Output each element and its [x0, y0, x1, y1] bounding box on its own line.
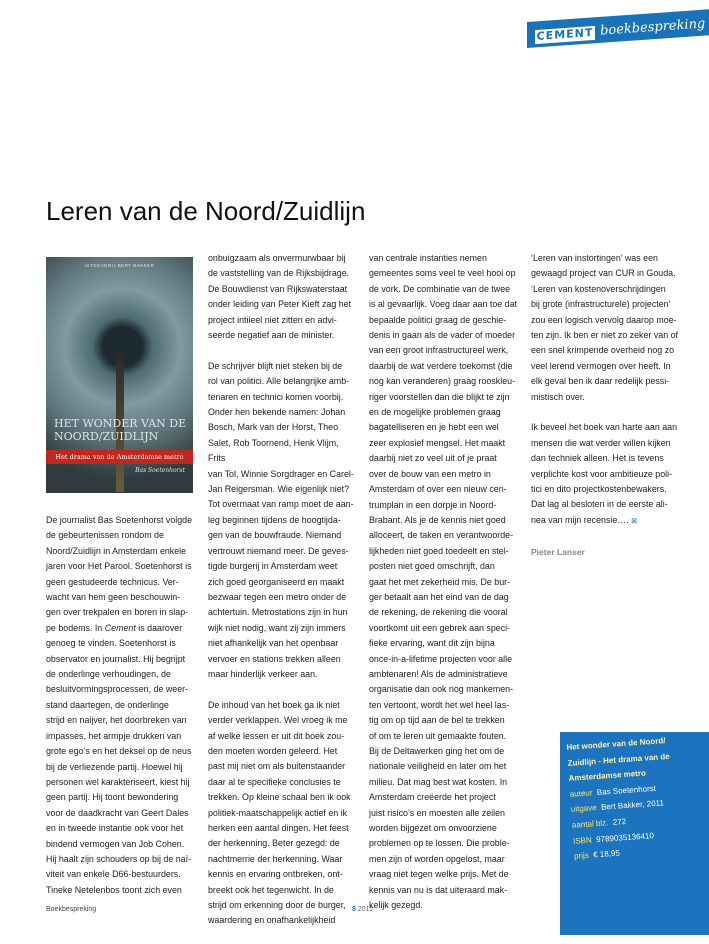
- text-line: mensen die wat verder willen kijken: [531, 437, 671, 448]
- text-line: ‘Leren van kostenoverschrijdingen: [531, 283, 666, 294]
- text-line: organisatie dan ook nog mankemen-: [369, 684, 514, 695]
- text-line: verplichte kost voor ambitieuze poli-: [531, 468, 673, 479]
- text-line: milieu. Dat mag best wat kosten. In: [369, 776, 508, 787]
- text-line: [531, 513, 683, 529]
- info-label: ISBN: [572, 835, 592, 846]
- issue-number: 2011: [355, 906, 373, 913]
- text-line: onbuigzaam als onvermurwbaar bij: [208, 253, 346, 263]
- text-line: dan techniek alleen. Het is tevens: [531, 453, 664, 464]
- text-line: kennis van nu is dat uiteraard mak-: [369, 884, 508, 895]
- paragraph: [531, 251, 683, 405]
- paragraph: [208, 251, 358, 343]
- text-line: De schrijver blijft niet steken bij de: [208, 360, 343, 371]
- text-line: daarbij niet zo veel uit of je praat: [369, 453, 497, 464]
- text-line: bagatelliseren en je hebt een wel: [369, 422, 499, 433]
- text-line: project intiieel niet zitten en advi-: [208, 314, 337, 325]
- cover-title-line: HET WONDER VAN DE: [54, 417, 187, 430]
- text-line: wijk niet nodig, want zij zijn immers: [208, 622, 346, 633]
- text-line: de vaststelling van de Rijksbijdrage.: [208, 268, 350, 279]
- text-line: Tot overmaat van ramp moet de aan-: [208, 499, 354, 510]
- info-book-title: Het wonder van de Noord/: [566, 736, 666, 752]
- text-line: zou een logisch vervolg daarop moe-: [531, 314, 677, 325]
- text-line: is al gevaarlijk. Voeg daar aan toe dat: [369, 299, 518, 310]
- magazine-name: Cement: [104, 622, 136, 633]
- text-line: maar hinderlijk verkeer aan.: [208, 668, 318, 679]
- text-line: fieke ervaring, want dit zijn bijna: [369, 638, 495, 649]
- text-line: over de bouw van een metro in: [369, 468, 491, 479]
- info-book-title: Zuidlijn - Het drama van de: [567, 751, 670, 768]
- footer-page-number: [352, 906, 373, 913]
- article-title: Leren van de Noord/Zuidlijn: [46, 196, 366, 226]
- text-line: wacht van hem geen beschouwin-: [46, 592, 181, 603]
- text-line: impasses, het armpje drukken van: [46, 730, 182, 741]
- info-value: 9789035136410: [595, 830, 655, 844]
- text-line: problemen op te lossen. Die proble-: [369, 838, 510, 849]
- text-line: riger voorstellen dan die blijkt te zijn: [369, 391, 510, 402]
- text-line: De journalist Bas Soetenhorst volgde: [46, 515, 193, 525]
- cover-title-line: NOORD/ZUIDLIJN: [54, 430, 159, 443]
- text-line: gewaagd project van CUR in Gouda.: [531, 268, 676, 279]
- text-line: rol van politici. Alle belangrijke amb-: [208, 376, 350, 387]
- text-line: bij de verliezende partij. Hoewel hij: [46, 761, 183, 772]
- text-line: verder verklappen. Wel vroeg ik me: [208, 715, 348, 726]
- text-line: van een groot infrastructureel werk,: [369, 345, 509, 356]
- text-line: elk geval ben ik daar redelijk pessi-: [531, 376, 670, 387]
- text-line: de gebeurtenissen rondom de: [46, 530, 164, 541]
- text-line: zeer explosief mengsel. Het maakt: [369, 437, 506, 448]
- text-line: De Bouwdienst van Rijkswaterstaat: [208, 283, 348, 294]
- text-line: zich goed georganiseerd en maakt: [208, 576, 345, 587]
- text-line: viteit van enkele D66-bestuurders.: [46, 869, 181, 880]
- text-line: of om te leren uit gemaakte fouten.: [369, 730, 507, 741]
- text-line: leg beginnen tijdens de hoogtijda-: [208, 514, 341, 525]
- text-span: nea van mijn recensie….: [531, 514, 629, 525]
- text-line: breekt ook het tegenwicht. In de: [208, 884, 334, 895]
- cover-title: [54, 417, 186, 443]
- text-line: Jan Reigersman. Wie eigenlijk niet?: [208, 484, 350, 495]
- info-label: uitgave: [570, 803, 597, 815]
- text-line: vraag niet tegen welke prijs. Met de: [369, 869, 509, 880]
- text-line: ten zijn. Ik ben er niet zo zeker van of: [531, 330, 679, 341]
- text-line: nog kan veranderen) graag rooskleu-: [369, 376, 516, 387]
- text-line: trumplan in een dorpje in Noord-: [369, 499, 497, 510]
- text-line: de onderlinge verhoudingen, de: [46, 669, 171, 680]
- text-line: alloceert, de taken en verantwoorde-: [369, 530, 514, 541]
- info-value: 272: [612, 816, 627, 827]
- text-line: daarbij de wat verdere toekomst (die: [369, 360, 513, 371]
- paragraph: [208, 359, 358, 683]
- text-line: tig om op tijd aan de bel te trekken: [369, 715, 505, 726]
- cover-publisher: UITGEVERIJ BERT BAKKER: [84, 263, 155, 268]
- text-line: jaren voor Het Parool. Soetenhorst is: [46, 561, 192, 572]
- text-line: niet afhankelijk van het openbaar: [208, 638, 339, 649]
- text-line: achtertuin. Metrostations zijn in hun: [208, 607, 348, 618]
- text-line: voortkomt uit een gebrek aan speci-: [369, 622, 511, 633]
- text-line: ten vertoont, wordt het wel heel las-: [369, 699, 510, 710]
- text-line: nachtmerrie der herkenning. Waar: [208, 853, 343, 864]
- text-line: voor de daadkracht van Geert Dales: [46, 807, 189, 818]
- text-line: trekken. Op kleine schaal ben ik ook: [208, 792, 351, 803]
- info-value: Bert Bakker, 2011: [600, 798, 665, 813]
- text-line: kennis en ervaring ontbreken, ont-: [208, 869, 343, 880]
- text-line: genoeg te vinden. Soetenhorst is: [46, 638, 176, 649]
- text-line: grote ego’s en het deksel op de neus: [46, 746, 192, 757]
- info-book-title: Amsterdamse metro: [568, 768, 647, 784]
- text-line: geen partij. Hij toont bewondering: [46, 792, 179, 803]
- cover-subtitle: Het drama van de Amsterdamse metro: [46, 450, 193, 464]
- text-line: gen over trekpalen en boren in slap-: [46, 607, 189, 618]
- text-line: de vork. De combinatie van de twee: [369, 283, 511, 294]
- footer-section: Boekbespreking: [46, 906, 97, 913]
- text-line: van centrale instanties nemen: [369, 253, 487, 263]
- column-2: [208, 251, 358, 944]
- text-line: veel lerend vermogen over heeft. In: [531, 360, 671, 371]
- text-line: strijd en naijver, het doorbreken van: [46, 715, 187, 726]
- text-line: de rekening, de rekening die vooral: [369, 607, 508, 618]
- text-line: onder leiding van Peter Kieft zag het: [208, 299, 352, 310]
- text-line: waardering en onafhankelijkheid: [208, 915, 336, 926]
- end-mark-icon: ⊠: [631, 517, 638, 525]
- text-line: den moeten worden geleerd. Het: [208, 745, 338, 756]
- text-line: bezwaar tegen een metro onder de: [208, 591, 347, 602]
- column-3: [369, 251, 520, 913]
- text-line: Onder hen bekende namen: Johan: [208, 407, 346, 418]
- column-1: [46, 513, 198, 898]
- paragraph: [208, 698, 358, 929]
- text-line: men zijn of worden opgelost, maar: [369, 853, 505, 864]
- cement-logo: CEMENT: [536, 26, 594, 43]
- text-line: politiek-maatschappelijk actief en ik: [208, 807, 348, 818]
- column-4: [531, 251, 683, 560]
- page-number: 8: [352, 906, 356, 913]
- text-line: een snel krimpende overheid nog zo: [531, 345, 675, 356]
- text-line: Noord/Zuidlijn in Amsterdam enkele: [46, 545, 187, 556]
- text-span: pe bodems. In: [46, 622, 105, 633]
- text-line: once-in-a-lifetime projecten voor alle: [369, 653, 513, 664]
- text-line: vervoer en stations trekken alleen: [208, 653, 341, 664]
- text-line: [46, 621, 198, 636]
- text-line: observator en journalist. Hij begrijpt: [46, 653, 186, 664]
- text-line: seerde negatief aan de minister.: [208, 330, 335, 341]
- info-label: auteur: [569, 788, 593, 799]
- text-line: en de mogelijke problemen graag: [369, 407, 501, 418]
- text-line: personen wel karakteriseert, kiest hij: [46, 776, 190, 787]
- text-line: juist risico’s en moesten alle zeilen: [369, 807, 505, 818]
- text-line: Bij de Deltawerken ging het om de: [369, 746, 505, 756]
- text-line: tigde burgerij in Amsterdam weet: [208, 561, 338, 572]
- text-line: van Tol, Winnie Sorgdrager en Carel-: [208, 468, 354, 479]
- text-line: Hij haalt zijn schouders op bij de naï-: [46, 853, 192, 864]
- text-line: vertrouwt niemand meer. De geves-: [208, 545, 349, 556]
- text-line: en in tweede instantie ook voor het: [46, 823, 184, 834]
- text-line: tici en dito projectkostenbewakers.: [531, 484, 667, 495]
- book-info-content: [566, 730, 709, 864]
- text-line: besluitvormingsprocessen, de weer-: [46, 684, 189, 695]
- text-line: mistisch over.: [531, 391, 585, 402]
- text-line: ger betaalt aan het eind van de dag: [369, 591, 509, 602]
- text-line: herken een aantal dingen. Het feest: [208, 823, 349, 833]
- text-span: is daarover: [135, 622, 183, 633]
- info-value: Bas Soetenhorst: [596, 783, 657, 797]
- text-line: denis in gaan als de vader of moeder: [369, 330, 516, 341]
- text-line: tenaren en technici komen voorbij.: [208, 391, 344, 402]
- text-line: geen gestudeerde technicus. Ver-: [46, 576, 179, 587]
- text-line: Amsterdam of over een nieuw cen-: [369, 484, 507, 495]
- cover-author: Bas Soetenhorst: [135, 467, 185, 474]
- text-line: gaat het met zekerheid mis. De bur-: [369, 576, 511, 587]
- text-line: ‘Leren van instortingen’ was een: [531, 253, 658, 263]
- text-line: Amsterdam creëerde het project: [369, 792, 496, 803]
- text-line: Bosch, Mark van der Horst, Theo: [208, 422, 339, 433]
- text-line: der herkenning. Beter gezegd: de: [208, 838, 340, 849]
- text-line: daar al te specifieke conclusies te: [208, 776, 341, 787]
- text-line: bepaalde politici graag de geschie-: [369, 314, 507, 325]
- text-line: nationale veiligheid en later om het: [369, 761, 507, 772]
- section-label: boekbespreking: [599, 16, 706, 39]
- text-line: gemeentes soms veel te veel hooi op: [369, 268, 516, 279]
- text-line: ambtenaren! Als de administratieve: [369, 668, 508, 679]
- text-line: Tineke Netelenbos toont zich even: [46, 884, 182, 895]
- info-label: aantal blz.: [571, 818, 609, 830]
- text-line: posten niet goed omschrijft, dan: [369, 561, 495, 572]
- text-line: strijd om erkenning door de burger,: [208, 900, 346, 911]
- text-line: Salet, Rob Toornend, Henk Vlijm, Frits: [208, 437, 339, 464]
- text-line: stand daartegen, de onderlinge: [46, 699, 169, 710]
- text-line: af welke lessen er uit dit boek zou-: [208, 730, 345, 741]
- text-line: Dat lag al besloten in de eerste ali-: [531, 499, 668, 510]
- text-line: Brabant. Als je de kennis niet goed: [369, 514, 506, 525]
- text-line: lijkheden niet goed toedeelt en stel-: [369, 545, 509, 556]
- text-line: worden bijgezet om onvoorziene: [369, 823, 497, 834]
- text-line: past mij niet om als buitenstaander: [208, 761, 346, 772]
- paragraph: [531, 420, 683, 529]
- text-line: bij grote (infrastructurele) projecten’: [531, 299, 671, 310]
- text-line: kelijk gezegd.: [369, 900, 423, 911]
- text-line: bindend vermogen van Job Cohen.: [46, 838, 185, 849]
- text-line: gen van de bouwfraude. Niemand: [208, 530, 342, 541]
- author-signature: Pieter Lanser: [531, 546, 585, 557]
- text-line: Ik beveel het boek van harte aan aan: [531, 422, 678, 433]
- info-label: prijs: [573, 850, 590, 861]
- book-cover: [46, 257, 193, 493]
- text-line: De inhoud van het boek ga ik niet: [208, 699, 340, 710]
- info-value: € 18,95: [592, 848, 621, 860]
